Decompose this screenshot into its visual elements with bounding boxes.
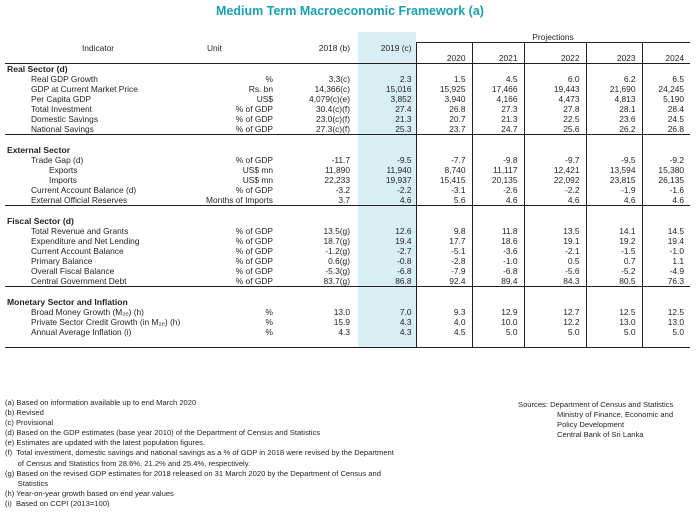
value-cell: 1.5 bbox=[416, 74, 472, 84]
table-bottom-rule bbox=[524, 337, 586, 348]
value-cell: 26,135 bbox=[642, 175, 690, 185]
section-divider bbox=[642, 205, 690, 216]
value-cell: 4.3 bbox=[358, 317, 416, 327]
value-cell: 11,890 bbox=[325, 164, 350, 175]
table-row bbox=[5, 185, 690, 195]
value-cell: -5.3(g) bbox=[325, 265, 350, 276]
value-cell: 15,925 bbox=[416, 84, 472, 94]
value-cell: 3,940 bbox=[416, 94, 472, 104]
value-cell: 2.3 bbox=[358, 74, 416, 84]
cell bbox=[642, 145, 690, 155]
row-label: Central Government Debt bbox=[31, 275, 127, 286]
row-unit: % of GDP bbox=[235, 265, 273, 276]
value-cell: 19,443 bbox=[524, 84, 586, 94]
value-cell: 3.7 bbox=[338, 194, 350, 205]
value-cell: -5.2 bbox=[586, 266, 642, 276]
row-label: Imports bbox=[49, 174, 77, 185]
source-item: Ministry of Finance, Economic and bbox=[557, 410, 674, 419]
value-cell: 14,366(c) bbox=[314, 83, 350, 94]
section-heading: Monetary Sector and Inflation bbox=[7, 296, 128, 307]
year-header-2019: 2019 (c) bbox=[358, 43, 416, 53]
section-divider bbox=[642, 134, 690, 145]
source-item: Policy Development bbox=[557, 420, 625, 429]
cell bbox=[524, 145, 586, 155]
value-cell: 4.6 bbox=[524, 195, 586, 206]
value-cell: 24.7 bbox=[472, 124, 524, 135]
value-cell: 9.8 bbox=[416, 226, 472, 236]
value-cell: 4,079(c)(e) bbox=[309, 93, 350, 104]
table-bottom-rule bbox=[416, 337, 472, 348]
table-row bbox=[5, 276, 690, 287]
value-cell: 11,117 bbox=[472, 165, 524, 175]
section-divider bbox=[472, 134, 524, 145]
value-cell: 19,937 bbox=[358, 175, 416, 185]
row-unit: % bbox=[265, 73, 273, 84]
value-cell: 27.3(c)(f) bbox=[316, 123, 350, 134]
section-divider bbox=[5, 134, 191, 145]
value-cell: 13.0 bbox=[642, 317, 690, 327]
table-bottom-rule bbox=[5, 337, 191, 348]
cell bbox=[358, 63, 416, 74]
unit-header: Unit bbox=[207, 42, 222, 53]
table-row bbox=[5, 124, 690, 135]
cell bbox=[472, 216, 524, 226]
value-cell: 5,190 bbox=[642, 94, 690, 104]
value-cell: 28.4 bbox=[642, 104, 690, 114]
value-cell: -1.6 bbox=[642, 185, 690, 195]
row-label: National Savings bbox=[31, 123, 94, 134]
cell bbox=[416, 216, 472, 226]
row-unit: % of GDP bbox=[235, 123, 273, 134]
table-row bbox=[5, 155, 690, 165]
value-cell: 11.8 bbox=[472, 226, 524, 236]
row-label: Total Revenue and Grants bbox=[31, 225, 129, 236]
table-row bbox=[5, 307, 690, 317]
value-cell: 21.3 bbox=[472, 114, 524, 124]
value-cell: 12.9 bbox=[472, 307, 524, 317]
section-divider bbox=[524, 286, 586, 297]
value-cell: 17.7 bbox=[416, 236, 472, 246]
value-cell: 27.3 bbox=[472, 104, 524, 114]
value-cell: -9.5 bbox=[358, 155, 416, 165]
value-cell: 24.5 bbox=[642, 114, 690, 124]
row-label: Trade Gap (d) bbox=[31, 154, 84, 165]
value-cell: -7.7 bbox=[416, 155, 472, 165]
value-cell: 13.0 bbox=[586, 317, 642, 327]
row-label: Private Sector Credit Growth (in M₂ₑ) (h) bbox=[31, 316, 181, 327]
value-cell: 13.5(g) bbox=[323, 225, 350, 236]
value-cell: 5.0 bbox=[524, 327, 586, 337]
table-bottom-rule bbox=[191, 337, 279, 348]
cell bbox=[416, 63, 472, 74]
value-cell: 6.2 bbox=[586, 74, 642, 84]
section-divider bbox=[191, 205, 279, 216]
value-cell: 4,473 bbox=[524, 94, 586, 104]
value-cell: 22,233 bbox=[324, 174, 350, 185]
value-cell: -11.7 bbox=[331, 154, 350, 165]
section-divider bbox=[586, 286, 642, 297]
footnotes bbox=[5, 398, 475, 509]
table-row bbox=[5, 226, 690, 236]
value-cell: 9.3 bbox=[416, 307, 472, 317]
row-label: Primary Balance bbox=[31, 255, 93, 266]
value-cell: 4.6 bbox=[358, 195, 416, 206]
row-unit: Months of Imports bbox=[205, 194, 273, 205]
section-divider bbox=[472, 286, 524, 297]
value-cell: 12,421 bbox=[524, 165, 586, 175]
value-cell: -3.6 bbox=[472, 246, 524, 256]
value-cell: 86.8 bbox=[358, 276, 416, 287]
value-cell: 26.2 bbox=[586, 124, 642, 135]
section-divider bbox=[191, 134, 279, 145]
footnote: (e) Estimates are updated with the latest population figures. bbox=[5, 438, 206, 448]
section-heading: External Sector bbox=[7, 144, 71, 155]
value-cell: 22,092 bbox=[524, 175, 586, 185]
row-unit: US$ mn bbox=[242, 174, 273, 185]
row-label: Overall Fiscal Balance bbox=[31, 265, 115, 276]
table-row bbox=[5, 266, 690, 276]
row-label: Domestic Savings bbox=[31, 113, 99, 124]
cell bbox=[586, 216, 642, 226]
section-divider bbox=[5, 286, 191, 297]
value-cell: 12.2 bbox=[524, 317, 586, 327]
value-cell: -2.1 bbox=[524, 246, 586, 256]
row-label: Current Account Balance bbox=[31, 245, 124, 256]
footnote: (f) Total investment, domestic savings and national savings as a % of GDP in 2018 were revised by the Department bbox=[5, 448, 394, 458]
cell bbox=[586, 297, 642, 307]
value-cell: 83.7(g) bbox=[323, 275, 350, 286]
value-cell: -4.9 bbox=[642, 266, 690, 276]
value-cell: 27.4 bbox=[358, 104, 416, 114]
value-cell: 4.5 bbox=[416, 327, 472, 337]
value-cell: 4,813 bbox=[586, 94, 642, 104]
value-cell: 12.5 bbox=[586, 307, 642, 317]
year-header-2020: 2020 bbox=[416, 43, 472, 63]
value-cell: -2.6 bbox=[472, 185, 524, 195]
value-cell: 23.0(c)(f) bbox=[316, 113, 350, 124]
section-divider bbox=[279, 286, 358, 297]
table-bottom-rule bbox=[472, 337, 524, 348]
section-divider bbox=[416, 205, 472, 216]
row-unit: % of GDP bbox=[235, 154, 273, 165]
value-cell: 22.5 bbox=[524, 114, 586, 124]
value-cell: 13,594 bbox=[586, 165, 642, 175]
cell bbox=[358, 297, 416, 307]
year-header-2018: 2018 (b) bbox=[318, 42, 350, 53]
year-header-2024: 2024 bbox=[642, 43, 690, 63]
sources bbox=[518, 400, 698, 440]
value-cell: 18.7(g) bbox=[323, 235, 350, 246]
table-row bbox=[5, 104, 690, 114]
value-cell: 10.0 bbox=[472, 317, 524, 327]
row-unit: % of GDP bbox=[235, 184, 273, 195]
section-divider bbox=[191, 286, 279, 297]
section-divider bbox=[586, 205, 642, 216]
cell bbox=[524, 297, 586, 307]
cell bbox=[524, 216, 586, 226]
row-label: Per Capita GDP bbox=[31, 93, 92, 104]
value-cell: 15.9 bbox=[333, 316, 350, 327]
value-cell: 5.0 bbox=[586, 327, 642, 337]
footnote: Statistics bbox=[5, 478, 49, 488]
cell bbox=[416, 145, 472, 155]
macro-framework-table bbox=[5, 32, 690, 348]
row-unit: % of GDP bbox=[235, 255, 273, 266]
row-unit: US$ bbox=[256, 93, 273, 104]
footnote: (d) Based on the GDP estimates (base year 2010) of the Department of Census and Statistics bbox=[5, 428, 321, 438]
indicator-header: Indicator bbox=[81, 42, 115, 53]
value-cell: 0.5 bbox=[524, 256, 586, 266]
value-cell: 89.4 bbox=[472, 276, 524, 287]
value-cell: 18.6 bbox=[472, 236, 524, 246]
value-cell: 27.8 bbox=[524, 104, 586, 114]
year-header-2022: 2022 bbox=[524, 43, 586, 63]
source-item: Central Bank of Sri Lanka bbox=[557, 430, 644, 439]
cell bbox=[472, 63, 524, 74]
value-cell: 5.0 bbox=[642, 327, 690, 337]
table-row bbox=[5, 195, 690, 206]
row-unit: % of GDP bbox=[235, 235, 273, 246]
value-cell: -1.0 bbox=[472, 256, 524, 266]
cell bbox=[642, 297, 690, 307]
row-unit: Rs. bn bbox=[248, 83, 273, 94]
section-divider bbox=[586, 134, 642, 145]
section-heading: Real Sector (d) bbox=[7, 63, 68, 74]
value-cell: 5.6 bbox=[416, 195, 472, 206]
value-cell: 12.7 bbox=[524, 307, 586, 317]
value-cell: -9.2 bbox=[642, 155, 690, 165]
section-divider bbox=[5, 205, 191, 216]
value-cell: 12.6 bbox=[358, 226, 416, 236]
table-row bbox=[5, 256, 690, 266]
year-header-2023: 2023 bbox=[586, 43, 642, 63]
cell bbox=[642, 63, 690, 74]
value-cell: 14.5 bbox=[642, 226, 690, 236]
section-divider bbox=[642, 286, 690, 297]
cell bbox=[586, 63, 642, 74]
section-divider bbox=[472, 205, 524, 216]
value-cell: -5.1 bbox=[416, 246, 472, 256]
footnote: (c) Provisional bbox=[5, 418, 54, 428]
cell bbox=[586, 145, 642, 155]
table-bottom-rule bbox=[586, 337, 642, 348]
value-cell: -5.6 bbox=[524, 266, 586, 276]
footnote: (g) Based on the revised GDP estimates for 2018 released on 31 March 2020 by the Department of Census and bbox=[5, 468, 381, 478]
sources-line bbox=[518, 400, 698, 410]
table-row bbox=[5, 114, 690, 124]
value-cell: 4.6 bbox=[642, 195, 690, 206]
value-cell: 4.3 bbox=[358, 327, 416, 337]
source-item: Department of Census and Statistics bbox=[550, 400, 674, 409]
cell bbox=[416, 297, 472, 307]
value-cell: 6.0 bbox=[524, 74, 586, 84]
value-cell: -0.8 bbox=[358, 256, 416, 266]
value-cell: 15,415 bbox=[416, 175, 472, 185]
value-cell: 19.1 bbox=[524, 236, 586, 246]
value-cell: -3.2 bbox=[335, 184, 350, 195]
table-bottom-rule bbox=[358, 337, 416, 348]
value-cell: 76.3 bbox=[642, 276, 690, 287]
value-cell: 4.5 bbox=[472, 74, 524, 84]
value-cell: -1.2(g) bbox=[325, 245, 350, 256]
row-label: Expenditure and Net Lending bbox=[31, 235, 140, 246]
value-cell: 20.7 bbox=[416, 114, 472, 124]
row-label: Total Investment bbox=[31, 103, 92, 114]
value-cell: 21,690 bbox=[586, 84, 642, 94]
row-label: Annual Average Inflation (i) bbox=[31, 326, 132, 337]
cell bbox=[358, 145, 416, 155]
value-cell: 11,940 bbox=[358, 165, 416, 175]
section-divider bbox=[416, 286, 472, 297]
value-cell: 21.3 bbox=[358, 114, 416, 124]
value-cell: 17,466 bbox=[472, 84, 524, 94]
row-unit: % bbox=[265, 326, 273, 337]
row-unit: % of GDP bbox=[235, 103, 273, 114]
section-divider bbox=[524, 205, 586, 216]
value-cell: 3.3(c) bbox=[328, 73, 350, 84]
value-cell: -9.7 bbox=[524, 155, 586, 165]
row-unit: % of GDP bbox=[235, 275, 273, 286]
value-cell: -9.5 bbox=[586, 155, 642, 165]
section-heading: Fiscal Sector (d) bbox=[7, 215, 74, 226]
table-row bbox=[5, 94, 690, 104]
value-cell: 23.6 bbox=[586, 114, 642, 124]
value-cell: 19.2 bbox=[586, 236, 642, 246]
footnote: (i) Based on CCPI (2013=100) bbox=[5, 498, 110, 508]
value-cell: -6.8 bbox=[472, 266, 524, 276]
value-cell: 19.4 bbox=[358, 236, 416, 246]
section-divider bbox=[358, 134, 416, 145]
cell bbox=[472, 145, 524, 155]
value-cell: 4.6 bbox=[472, 195, 524, 206]
value-cell: 8,740 bbox=[416, 165, 472, 175]
value-cell: 28.1 bbox=[586, 104, 642, 114]
section-divider bbox=[279, 134, 358, 145]
value-cell: -2.8 bbox=[416, 256, 472, 266]
value-cell: -1.9 bbox=[586, 185, 642, 195]
value-cell: 1.1 bbox=[642, 256, 690, 266]
value-cell: -3.1 bbox=[416, 185, 472, 195]
section-divider bbox=[279, 205, 358, 216]
value-cell: 13.5 bbox=[524, 226, 586, 236]
row-label: External Official Reserves bbox=[31, 194, 128, 205]
table-row bbox=[5, 246, 690, 256]
row-unit: US$ mn bbox=[242, 164, 273, 175]
value-cell: 80.5 bbox=[586, 276, 642, 287]
value-cell: 4,166 bbox=[472, 94, 524, 104]
row-label: Broad Money Growth (M₂ₑ) (h) bbox=[31, 306, 144, 317]
row-unit: % of GDP bbox=[235, 113, 273, 124]
value-cell: -2.2 bbox=[524, 185, 586, 195]
value-cell: 15,380 bbox=[642, 165, 690, 175]
value-cell: 6.5 bbox=[642, 74, 690, 84]
row-unit: % of GDP bbox=[235, 245, 273, 256]
sources-label: Sources: bbox=[518, 400, 551, 409]
table-row bbox=[5, 74, 690, 84]
value-cell: -2.7 bbox=[358, 246, 416, 256]
row-unit: % of GDP bbox=[235, 225, 273, 236]
footnote: (b) Revised bbox=[5, 408, 44, 418]
table-row bbox=[5, 175, 690, 185]
cell bbox=[472, 297, 524, 307]
value-cell: 92.4 bbox=[416, 276, 472, 287]
value-cell: 4.6 bbox=[586, 195, 642, 206]
table-row bbox=[5, 236, 690, 246]
page-title: Medium Term Macroeconomic Framework (a) bbox=[216, 4, 484, 18]
value-cell: -6.8 bbox=[358, 266, 416, 276]
cell bbox=[642, 216, 690, 226]
table-row bbox=[5, 84, 690, 94]
row-label: Exports bbox=[49, 164, 78, 175]
value-cell: 14.1 bbox=[586, 226, 642, 236]
footnote: (h) Year-on-year growth based on end year values bbox=[5, 488, 174, 498]
value-cell: -1.5 bbox=[586, 246, 642, 256]
cell bbox=[358, 216, 416, 226]
value-cell: 25.3 bbox=[358, 124, 416, 135]
footnote: (a) Based on information available up to end March 2020 bbox=[5, 398, 197, 407]
value-cell: -1.0 bbox=[642, 246, 690, 256]
table-row bbox=[5, 165, 690, 175]
value-cell: 4.0 bbox=[416, 317, 472, 327]
value-cell: 24,245 bbox=[642, 84, 690, 94]
value-cell: 7.0 bbox=[358, 307, 416, 317]
value-cell: 84.3 bbox=[524, 276, 586, 287]
row-label: Real GDP Growth bbox=[31, 73, 98, 84]
section-divider bbox=[358, 205, 416, 216]
value-cell: 26.8 bbox=[642, 124, 690, 135]
value-cell: 0.6(g) bbox=[328, 255, 350, 266]
value-cell: -2.2 bbox=[358, 185, 416, 195]
value-cell: 15,016 bbox=[358, 84, 416, 94]
projections-header: Projections bbox=[416, 32, 690, 43]
value-cell: -9.8 bbox=[472, 155, 524, 165]
table-bottom-rule bbox=[642, 337, 690, 348]
value-cell: 19.4 bbox=[642, 236, 690, 246]
row-unit: % bbox=[265, 306, 273, 317]
value-cell: 4.3 bbox=[338, 326, 350, 337]
value-cell: 30.4(c)(f) bbox=[316, 103, 350, 114]
section-divider bbox=[416, 134, 472, 145]
row-label: Current Account Balance (d) bbox=[31, 184, 137, 195]
value-cell: 12.5 bbox=[642, 307, 690, 317]
value-cell: 5.0 bbox=[472, 327, 524, 337]
year-header-2021: 2021 bbox=[472, 43, 524, 63]
table-row bbox=[5, 317, 690, 327]
value-cell: -7.9 bbox=[416, 266, 472, 276]
value-cell: 0.7 bbox=[586, 256, 642, 266]
section-divider bbox=[358, 286, 416, 297]
table-row bbox=[5, 327, 690, 337]
value-cell: 20,135 bbox=[472, 175, 524, 185]
value-cell: 26.8 bbox=[416, 104, 472, 114]
row-label: GDP at Current Market Price bbox=[31, 83, 138, 94]
cell bbox=[524, 63, 586, 74]
value-cell: 23,815 bbox=[586, 175, 642, 185]
section-divider bbox=[524, 134, 586, 145]
value-cell: 23.7 bbox=[416, 124, 472, 135]
table-bottom-rule bbox=[279, 337, 358, 348]
value-cell: 13.0 bbox=[333, 306, 350, 317]
value-cell: 25.6 bbox=[524, 124, 586, 135]
row-unit: % bbox=[265, 316, 273, 327]
footnote: of Census and Statistics from 28.6%, 21.2% and 25.4%, respectively. bbox=[5, 458, 251, 468]
value-cell: 3,852 bbox=[358, 94, 416, 104]
